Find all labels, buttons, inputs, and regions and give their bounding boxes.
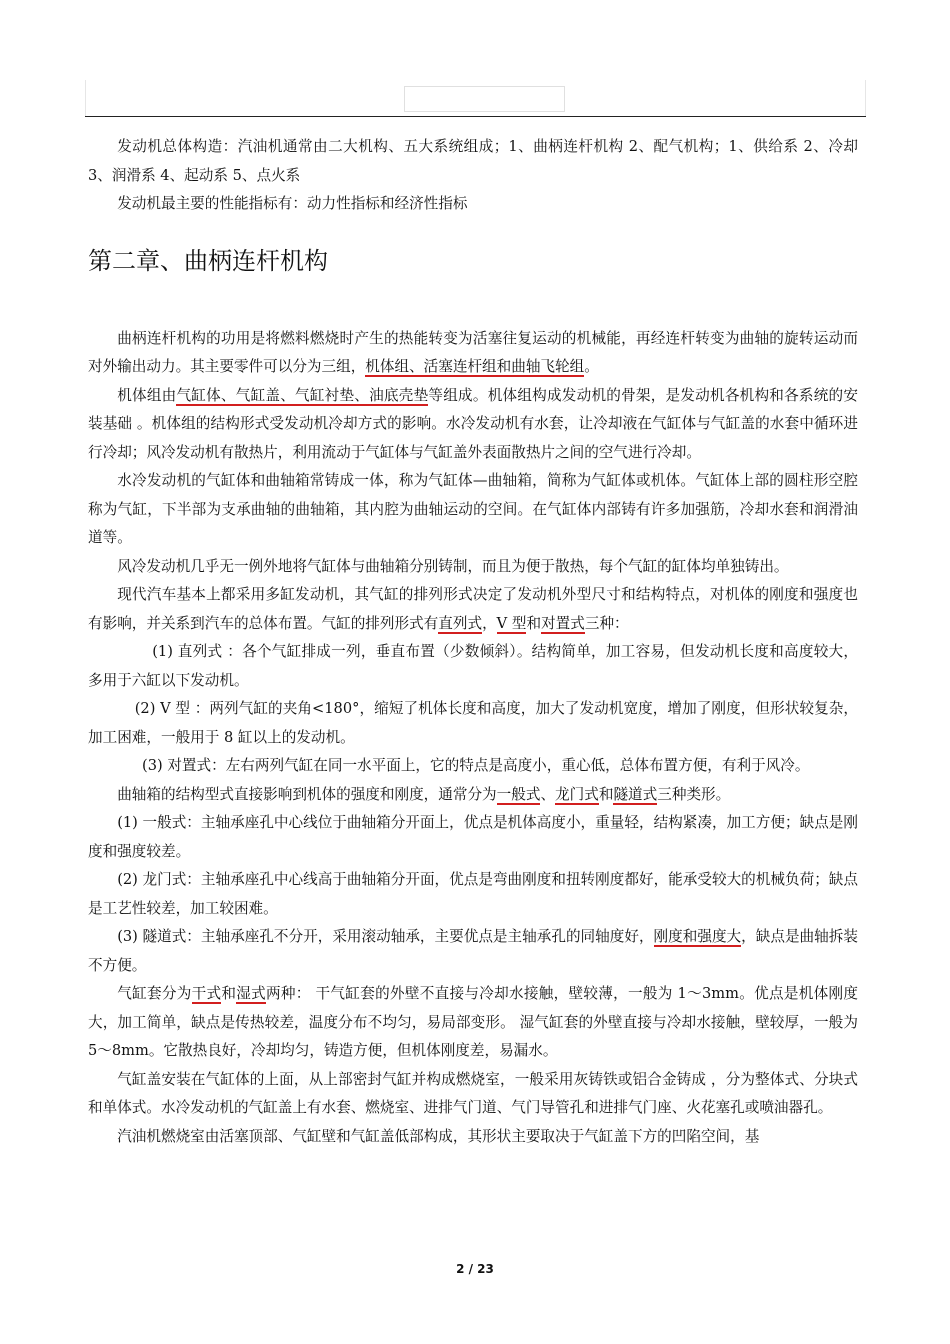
- underlined-text: 一般式: [496, 785, 541, 803]
- paragraph-cylinder-head: 气缸盖安装在气缸体的上面，从上部密封气缸并构成燃烧室，一般采用灰铸铁或铝合金铸成 ，分为整体式、分块式和单体式。水冷发动机的气缸盖上有水套、燃烧室、进排气门道、气门导管孔和进排气门座、火花塞孔或喷油器孔。: [88, 1070, 858, 1116]
- underlined-text: 机体组、活塞连杆组和曲轴飞轮组: [365, 358, 585, 375]
- list-item-gantry: (2) 龙门式：主轴承座孔中心线高于曲轴箱分开面，优点是弯曲刚度和扭转刚度都好，能承受较大的机械负荷；缺点是工艺性较差，加工较困难。: [88, 871, 858, 917]
- underlined-text: 隧道式: [613, 785, 658, 803]
- underlined-text: 刚度和强度大: [653, 928, 742, 945]
- underlined-text: 直列式: [438, 614, 483, 632]
- paragraph-crank-function: 曲柄连杆机构的功用是将燃料燃烧时产生的热能转变为活塞往复运动的机械能，再经连杆转变为曲轴的旋转运动而对外输出动力。其主要零件可以分为三组，机体组、活塞连杆组和曲轴飞轮组。: [88, 329, 858, 375]
- header-placeholder-box: [404, 86, 565, 112]
- page-number: 2 / 23: [456, 1262, 494, 1276]
- paragraph-crankcase-types: 曲轴箱的结构型式直接影响到机体的强度和刚度，通常分为一般式、龙门式和隧道式三种类形。: [117, 785, 731, 803]
- paragraph-cylinder-arrangement: 现代汽车基本上都采用多缸发动机，其气缸的排列形式决定了发动机外型尺寸和结构特点，对机体的刚度和强度也有影响，并关系到汽车的总体布置。气缸的排列形式有直列式，V 型和对置式三种：: [88, 586, 858, 632]
- list-item-general: (1) 一般式：主轴承座孔中心线位于曲轴箱分开面上，优点是机体高度小，重量轻，结构紧凑，加工方便；缺点是刚度和强度较差。: [88, 814, 858, 860]
- list-item-opposed: (3) 对置式：左右两列气缸在同一水平面上，它的特点是高度小，重心低，总体布置方便，有利于风冷。: [142, 757, 810, 774]
- header-rule: [85, 116, 866, 117]
- underlined-text: 龙门式: [555, 785, 599, 803]
- paragraph-cylinder-liner: 气缸套分为干式和湿式两种： 干气缸套的外壁不直接与冷却水接触，壁较薄，一般为 1～3mm。优点是机体刚度大，加工简单，缺点是传热较差，温度分布不均匀，易局部变形。 湿气缸套的外壁直接与冷却水接触，壁较厚，一般为 5～8mm。它散热良好，冷却均匀，铸造方便，但机体刚度差，易漏水。: [88, 985, 858, 1059]
- underlined-text: 气缸体、气缸盖、气缸衬垫、油底壳垫: [176, 386, 429, 404]
- underlined-text: V 型: [496, 614, 527, 632]
- underlined-text: 对置式: [541, 614, 585, 632]
- header-edge-right: [865, 80, 866, 116]
- list-item-v-type: (2) V 型 ：两列气缸的夹角<180°，缩短了机体长度和高度，加大了发动机宽度，增加了刚度，但形状较复杂，加工困难，一般用于 8 缸以上的发动机。: [88, 700, 858, 746]
- paragraph-water-cooled: 水冷发动机的气缸体和曲轴箱常铸成一体，称为气缸体—曲轴箱，简称为气缸体或机体。气缸体上部的圆柱形空腔称为气缸，下半部为支承曲轴的曲轴箱，其内腔为曲轴运动的空间。在气缸体内部铸有许多加强筋，冷却水套和润滑油道等。: [88, 472, 858, 546]
- underlined-text: 干式: [191, 985, 222, 1002]
- chapter-title: 第二章、曲柄连杆机构: [88, 246, 328, 275]
- document-body: [88, 133, 858, 1151]
- paragraph-block-group: 机体组由气缸体、气缸盖、气缸衬垫、油底壳垫等组成。机体组构成发动机的骨架，是发动机各机构和各系统的安装基础 。机体组的结构形式受发动机冷却方式的影响。水冷发动机有水套，让冷却液在气缸体与气缸盖的水套中循环进行冷却；风冷发动机有散热片，利用流动于气缸体与气缸盖外表面散热片之间的空气进行冷却。: [88, 386, 858, 461]
- paragraph-engine-structure: 发动机总体构造：汽油机通常由二大机构、五大系统组成；1、曲柄连杆机构 2、配气机构；1、供给系 2、冷却 3、润滑系 4、起动系 5、点火系: [88, 138, 858, 184]
- paragraph-combustion-chamber: 汽油机燃烧室由活塞顶部、气缸壁和气缸盖低部构成，其形状主要取决于气缸盖下方的凹陷空间，基: [117, 1127, 760, 1145]
- paragraph-performance-indicators: 发动机最主要的性能指标有：动力性指标和经济性指标: [117, 195, 468, 212]
- header-edge-left: [85, 80, 86, 116]
- underlined-text: 湿式: [236, 985, 266, 1002]
- list-item-inline: (1) 直列式 ：各个气缸排成一列，垂直布置（少数倾斜）。结构简单，加工容易，但发动机长度和高度较大，多用于六缸以下发动机。: [88, 643, 858, 689]
- paragraph-air-cooled: 风冷发动机几乎无一例外地将气缸体与曲轴箱分别铸制，而且为便于散热，每个气缸的缸体均单独铸出。: [117, 557, 789, 575]
- list-item-tunnel: (3) 隧道式：主轴承座孔不分开，采用滚动轴承，主要优点是主轴承孔的同轴度好，刚度和强度大，缺点是曲轴拆装不方便。: [88, 928, 858, 974]
